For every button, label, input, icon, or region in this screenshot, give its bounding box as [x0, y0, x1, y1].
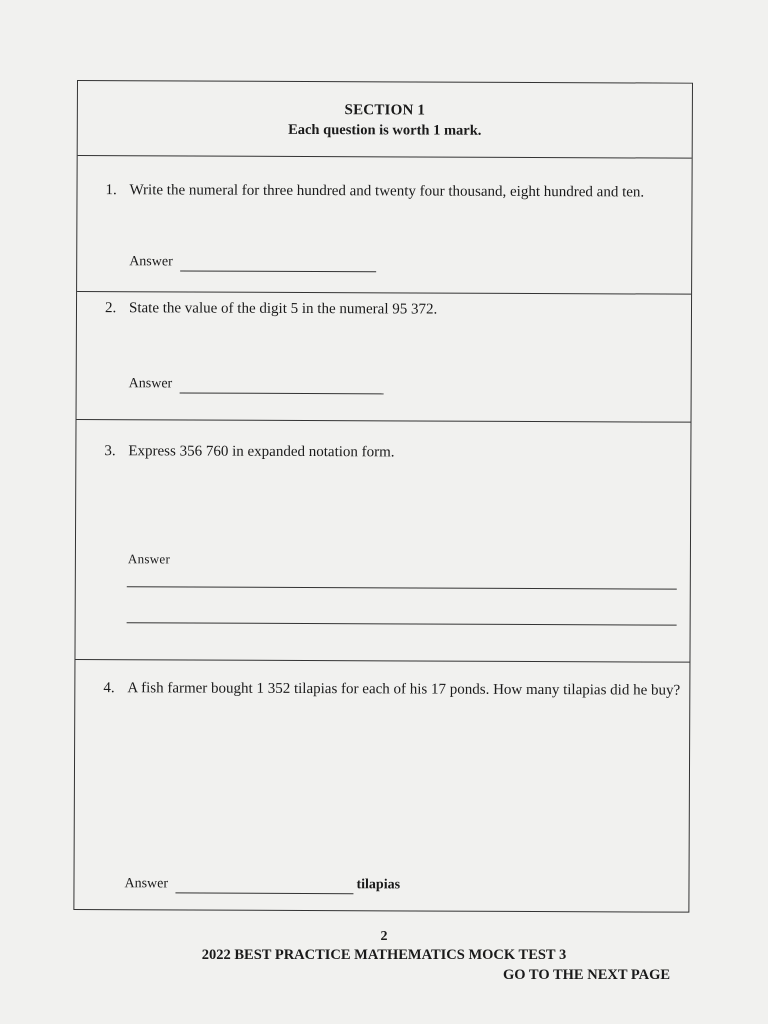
answer-label: Answer: [129, 254, 173, 270]
question-text: State the value of the digit 5 in the numeral 95 372.: [128, 300, 438, 318]
question-text: A fish farmer bought 1 352 tilapias for each of his 17 ponds. How many tilapias did he buy?: [127, 680, 681, 699]
question-text: Write the numeral for three hundred and twenty four thousand, eight hundred and ten.: [129, 182, 645, 201]
answer-label: Answer: [127, 551, 171, 567]
question-1: [77, 156, 692, 295]
footer-title: 2022 BEST PRACTICE MATHEMATICS MOCK TEST 3: [201, 947, 567, 963]
section-header: [78, 81, 692, 159]
answer-line[interactable]: [180, 392, 384, 394]
question-2: [77, 292, 692, 423]
answer-line[interactable]: [180, 270, 376, 272]
go-to-next-page: GO TO THE NEXT PAGE: [503, 967, 671, 983]
answer-line[interactable]: [127, 586, 677, 589]
question-number: 3.: [104, 443, 116, 460]
question-number: 1.: [105, 182, 117, 199]
section-subtitle: Each question is worth 1 mark.: [288, 121, 482, 139]
answer-label: Answer: [124, 876, 169, 892]
section-title: SECTION 1: [344, 102, 426, 119]
question-3: [75, 420, 690, 663]
question-number: 2.: [104, 300, 117, 317]
answer-label: Answer: [128, 376, 173, 392]
page-number: 2: [380, 929, 388, 944]
question-number: 4.: [103, 680, 115, 697]
question-4: [74, 660, 689, 912]
answer-unit: tilapias: [356, 877, 401, 893]
answer-line[interactable]: [175, 892, 353, 894]
question-text: Express 356 760 in expanded notation form.: [128, 443, 395, 461]
exam-sheet: [73, 80, 693, 913]
answer-line[interactable]: [127, 622, 677, 625]
